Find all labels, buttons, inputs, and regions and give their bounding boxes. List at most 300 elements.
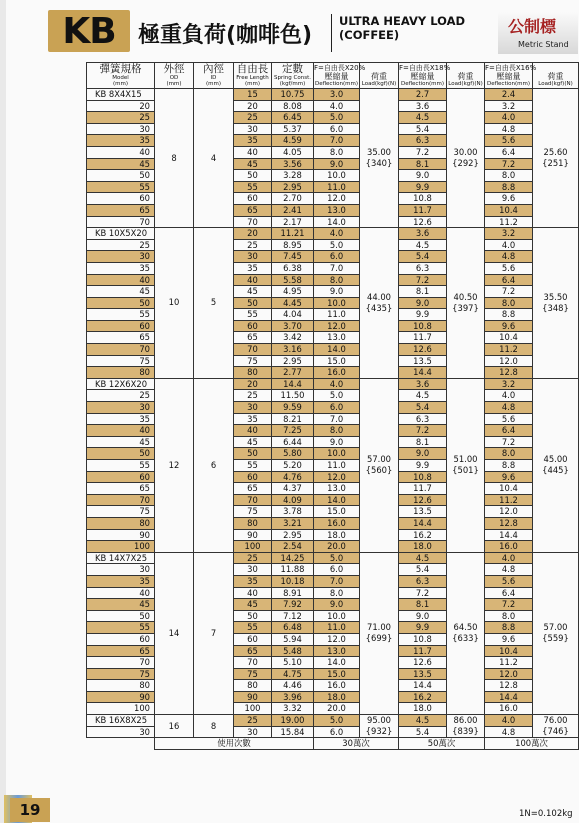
spring-const-cell: 6.38 [272,262,314,274]
spring-spec-table [86,62,579,750]
g3-deflection-cell: 12.8 [485,367,533,379]
table-row [87,378,579,390]
g1-deflection-cell: 8.0 [314,274,360,286]
g3-deflection-cell: 3.2 [485,378,533,390]
g3-load-cell [533,552,579,714]
model-cell: 60 [87,193,155,205]
g1-deflection-cell: 9.0 [314,599,360,611]
g2-deflection-cell: 11.7 [399,645,447,657]
model-cell: 60 [87,471,155,483]
free-length-cell: 90 [234,529,272,541]
model-cell: 55 [87,181,155,193]
od-cell: 16 [155,715,194,738]
g2-deflection-cell: 6.3 [399,135,447,147]
free-length-cell: 65 [234,645,272,657]
g1-deflection-cell: 9.0 [314,286,360,298]
g1-load-kgf: 35.00 [367,147,391,158]
g3-deflection-cell: 6.4 [485,146,533,158]
free-length-cell: 45 [234,286,272,298]
g1-load-n: {932} [365,726,393,737]
model-cell: 30 [87,564,155,576]
id-cell: 4 [194,89,234,228]
g2-deflection-cell: 12.6 [399,494,447,506]
g3-deflection-cell: 8.8 [485,181,533,193]
g2-deflection-cell: 16.2 [399,529,447,541]
g3-load-n: {348} [542,302,569,313]
g2-deflection-cell: 10.8 [399,633,447,645]
free-length-cell: 70 [234,657,272,669]
page-left-edge [0,0,6,823]
model-cell: 30 [87,123,155,135]
model-cell: 45 [87,158,155,170]
g1-deflection-cell: 13.0 [314,332,360,344]
metric-standard-en: Metric Stand [518,40,569,49]
spring-const-cell: 2.95 [272,181,314,193]
g1-deflection-cell: 7.0 [314,413,360,425]
unit-note: 1N=0.102kg [519,809,573,819]
model-cell: 55 [87,622,155,634]
usage-label: 使用次數 [155,738,314,750]
model-cell: 55 [87,309,155,321]
g1-deflection-cell: 6.0 [314,726,360,738]
col-id: 內徑 ID (mm) [194,63,234,89]
free-length-cell: 30 [234,564,272,576]
g1-load-n: {340} [365,158,393,169]
g2-deflection-cell: 9.0 [399,610,447,622]
g2-deflection-cell: 3.6 [399,378,447,390]
free-length-cell: 35 [234,135,272,147]
free-length-cell: 65 [234,332,272,344]
g1-load-cell [360,378,399,552]
g2-deflection-cell: 16.2 [399,691,447,703]
free-length-cell: 35 [234,575,272,587]
g1-deflection-cell: 16.0 [314,367,360,379]
model-cell: KB 14X7X25 [87,552,155,564]
model-cell: 70 [87,494,155,506]
id-cell: 6 [194,378,234,552]
g1-deflection-cell: 8.0 [314,425,360,437]
g1-deflection-cell: 16.0 [314,517,360,529]
g1-deflection-cell: 5.0 [314,390,360,402]
free-length-cell: 100 [234,703,272,715]
spring-const-cell: 5.58 [272,274,314,286]
col-g2-load: 荷重 Load(kgf)(N) [447,63,485,89]
free-length-cell: 70 [234,216,272,228]
g1-deflection-cell: 15.0 [314,506,360,518]
g2-deflection-cell: 9.9 [399,181,447,193]
free-length-cell: 50 [234,448,272,460]
free-length-cell: 40 [234,425,272,437]
g3-load-kgf: 57.00 [543,622,568,633]
free-length-cell: 30 [234,726,272,738]
g3-deflection-cell: 16.0 [485,541,533,553]
g2-load-n: {501} [452,465,479,476]
g1-load-kgf: 95.00 [367,715,391,726]
g3-deflection-cell: 11.2 [485,344,533,356]
g1-deflection-cell: 9.0 [314,436,360,448]
model-cell: 80 [87,367,155,379]
spring-const-cell: 8.21 [272,413,314,425]
col-spring-const: 定數 Spring Const. (kgf/mm) [272,63,314,89]
spring-const-cell: 4.09 [272,494,314,506]
g2-deflection-cell: 10.8 [399,193,447,205]
model-cell: 25 [87,112,155,124]
g3-deflection-cell: 4.0 [485,239,533,251]
g2-deflection-cell: 4.5 [399,239,447,251]
g3-deflection-cell: 9.6 [485,193,533,205]
g2-deflection-cell: 12.6 [399,216,447,228]
g1-deflection-cell: 18.0 [314,529,360,541]
g1-deflection-cell: 4.0 [314,100,360,112]
g3-deflection-cell: 7.2 [485,599,533,611]
free-length-cell: 30 [234,251,272,263]
g1-deflection-cell: 7.0 [314,135,360,147]
spring-const-cell: 5.48 [272,645,314,657]
g2-deflection-cell: 2.7 [399,89,447,101]
od-cell: 12 [155,378,194,552]
g2-load-kgf: 64.50 [453,622,478,633]
g2-deflection-cell: 4.5 [399,715,447,727]
g2-deflection-cell: 13.5 [399,506,447,518]
free-length-cell: 25 [234,112,272,124]
g2-deflection-cell: 18.0 [399,703,447,715]
spring-const-cell: 7.25 [272,425,314,437]
g1-deflection-cell: 8.0 [314,146,360,158]
g1-deflection-cell: 15.0 [314,668,360,680]
g3-deflection-cell: 12.8 [485,680,533,692]
g3-deflection-cell: 4.8 [485,564,533,576]
spring-const-cell: 11.50 [272,390,314,402]
free-length-cell: 60 [234,320,272,332]
free-length-cell: 80 [234,680,272,692]
free-length-cell: 80 [234,367,272,379]
free-length-cell: 100 [234,541,272,553]
g3-deflection-cell: 6.4 [485,425,533,437]
spring-const-cell: 2.95 [272,355,314,367]
free-length-cell: 35 [234,413,272,425]
g2-load-kgf: 30.00 [453,147,478,158]
g1-deflection-cell: 10.0 [314,170,360,182]
g3-deflection-cell: 5.6 [485,413,533,425]
free-length-cell: 60 [234,193,272,205]
g3-deflection-cell: 11.2 [485,494,533,506]
model-cell: 65 [87,204,155,216]
spring-const-cell: 10.75 [272,89,314,101]
col-od: 外徑 OD (mm) [155,63,194,89]
g2-deflection-cell: 4.5 [399,552,447,564]
free-length-cell: 50 [234,297,272,309]
spring-const-cell: 8.91 [272,587,314,599]
g2-deflection-cell: 8.1 [399,286,447,298]
g2-deflection-cell: 14.4 [399,680,447,692]
g2-deflection-cell: 5.4 [399,402,447,414]
g2-load-kgf: 51.00 [453,454,478,465]
spring-const-cell: 3.56 [272,158,314,170]
g1-deflection-cell: 11.0 [314,309,360,321]
g3-deflection-cell: 7.2 [485,286,533,298]
free-length-cell: 65 [234,483,272,495]
g1-deflection-cell: 12.0 [314,471,360,483]
spring-const-cell: 5.10 [272,657,314,669]
g3-deflection-cell: 4.0 [485,715,533,727]
g1-deflection-cell: 11.0 [314,181,360,193]
g1-deflection-cell: 14.0 [314,344,360,356]
g2-deflection-cell: 12.6 [399,344,447,356]
model-cell: 45 [87,436,155,448]
g1-deflection-cell: 14.0 [314,216,360,228]
g3-deflection-cell: 10.4 [485,204,533,216]
g3-deflection-cell: 9.6 [485,633,533,645]
free-length-cell: 40 [234,587,272,599]
g3-deflection-cell: 11.2 [485,216,533,228]
g3-deflection-cell: 14.4 [485,529,533,541]
g3-deflection-cell: 12.0 [485,355,533,367]
g1-deflection-cell: 3.0 [314,89,360,101]
g3-load-n: {251} [542,158,569,169]
col-g1-deflection: F=自由長X20% 壓縮量 Deflection(mm) [314,64,366,87]
g1-deflection-cell: 10.0 [314,448,360,460]
page-header [0,0,578,60]
g2-deflection-cell: 5.4 [399,123,447,135]
free-length-cell: 55 [234,181,272,193]
g3-load-kgf: 25.60 [543,147,568,158]
title-english-line2: (COFFEE) [339,28,400,42]
g2-load-cell [447,552,485,714]
model-cell: 70 [87,216,155,228]
g3-deflection-cell: 8.0 [485,448,533,460]
spring-const-cell: 6.45 [272,112,314,124]
g2-deflection-cell: 5.4 [399,564,447,576]
g1-load-n: {435} [365,302,393,313]
g3-load-cell [533,715,579,738]
spring-const-cell: 3.70 [272,320,314,332]
free-length-cell: 90 [234,691,272,703]
g1-deflection-cell: 12.0 [314,633,360,645]
g1-load-n: {560} [365,465,393,476]
spec-table-body [87,89,579,738]
g3-deflection-cell: 4.8 [485,123,533,135]
spring-const-cell: 10.18 [272,575,314,587]
spring-const-cell: 7.12 [272,610,314,622]
free-length-cell: 55 [234,309,272,321]
col-g3-load: 荷重 Load(kgf)(N) [533,63,579,89]
g3-deflection-cell: 4.8 [485,251,533,263]
g3-deflection-cell: 12.0 [485,506,533,518]
model-cell: 50 [87,610,155,622]
g2-deflection-cell: 7.2 [399,274,447,286]
g2-deflection-cell: 13.5 [399,355,447,367]
spring-const-cell: 3.32 [272,703,314,715]
model-cell: 60 [87,633,155,645]
free-length-cell: 55 [234,460,272,472]
g3-deflection-cell: 8.8 [485,460,533,472]
model-cell: 65 [87,483,155,495]
g1-load-kgf: 71.00 [367,622,391,633]
usage-footer-row [87,738,579,750]
g3-load-cell [533,378,579,552]
g2-deflection-cell: 10.8 [399,471,447,483]
model-cell: KB 8X4X15 [87,89,155,101]
g1-load-n: {699} [365,633,393,644]
g3-deflection-cell: 5.6 [485,575,533,587]
model-cell: 40 [87,425,155,437]
g2-deflection-cell: 9.0 [399,170,447,182]
g2-deflection-cell: 10.8 [399,320,447,332]
g1-deflection-cell: 12.0 [314,320,360,332]
g2-load-n: {839} [452,726,479,737]
g3-deflection-cell: 4.0 [485,390,533,402]
model-cell: 90 [87,529,155,541]
model-cell: 70 [87,657,155,669]
g3-deflection-cell: 2.4 [485,89,533,101]
g3-deflection-cell: 4.0 [485,112,533,124]
spring-const-cell: 11.88 [272,564,314,576]
col-g3-deflection: F=自由長X16% 壓縮量 Deflection(mm) [485,64,537,87]
g2-load-kgf: 40.50 [453,291,478,302]
g1-load-cell [360,715,399,738]
g1-deflection-cell: 4.0 [314,378,360,390]
g1-deflection-cell: 7.0 [314,262,360,274]
spring-const-cell: 3.96 [272,691,314,703]
table-row [87,228,579,240]
g2-deflection-cell: 7.2 [399,587,447,599]
g2-deflection-cell: 5.4 [399,251,447,263]
col-free-length: 自由長 Free Length (mm) [234,63,272,89]
od-cell: 10 [155,228,194,379]
g3-deflection-cell: 8.8 [485,309,533,321]
model-cell: KB 16X8X25 [87,715,155,727]
g3-load-kgf: 45.00 [543,454,568,465]
model-cell: 35 [87,413,155,425]
model-cell: 35 [87,575,155,587]
title-chinese: 極重負荷(咖啡色) [138,23,313,48]
g3-load-n: {559} [542,633,569,644]
spring-const-cell: 4.59 [272,135,314,147]
g2-load-cell [447,378,485,552]
g1-deflection-cell: 5.0 [314,715,360,727]
free-length-cell: 80 [234,517,272,529]
g3-deflection-cell: 6.4 [485,587,533,599]
g2-deflection-cell: 4.5 [399,390,447,402]
free-length-cell: 70 [234,344,272,356]
od-cell: 8 [155,89,194,228]
spring-const-cell: 4.76 [272,471,314,483]
g2-deflection-cell: 8.1 [399,436,447,448]
g1-deflection-cell: 15.0 [314,355,360,367]
g2-deflection-cell: 9.9 [399,460,447,472]
g1-deflection-cell: 6.0 [314,564,360,576]
g1-deflection-cell: 10.0 [314,297,360,309]
free-length-cell: 50 [234,610,272,622]
spring-const-cell: 4.05 [272,146,314,158]
spring-const-cell: 4.45 [272,297,314,309]
spring-const-cell: 4.95 [272,286,314,298]
g3-deflection-cell: 4.0 [485,552,533,564]
g2-load-n: {633} [452,633,479,644]
model-cell: 50 [87,297,155,309]
model-cell: 25 [87,390,155,402]
g3-deflection-cell: 7.2 [485,436,533,448]
g1-deflection-cell: 5.0 [314,112,360,124]
g3-deflection-cell: 9.6 [485,320,533,332]
free-length-cell: 20 [234,378,272,390]
g1-deflection-cell: 18.0 [314,691,360,703]
g3-deflection-cell: 14.4 [485,691,533,703]
g2-deflection-cell: 11.7 [399,483,447,495]
free-length-cell: 35 [234,262,272,274]
g3-deflection-cell: 3.2 [485,100,533,112]
spring-const-cell: 15.84 [272,726,314,738]
model-cell: 90 [87,691,155,703]
g1-deflection-cell: 12.0 [314,193,360,205]
free-length-cell: 75 [234,668,272,680]
col-model: 彈簧規格 Model (mm) [87,63,155,89]
g1-deflection-cell: 20.0 [314,703,360,715]
g2-deflection-cell: 11.7 [399,332,447,344]
model-cell: 55 [87,460,155,472]
model-cell: 20 [87,100,155,112]
g1-deflection-cell: 14.0 [314,657,360,669]
model-cell: 75 [87,506,155,518]
od-cell: 14 [155,552,194,714]
free-length-cell: 65 [234,204,272,216]
metric-standard-zh: 公制標 [508,17,557,36]
g1-deflection-cell: 7.0 [314,575,360,587]
free-length-cell: 55 [234,622,272,634]
g3-deflection-cell: 10.4 [485,645,533,657]
model-cell: 40 [87,587,155,599]
g3-deflection-cell: 6.4 [485,274,533,286]
g2-load-n: {397} [452,302,479,313]
footer-blank-1 [87,738,155,750]
g3-deflection-cell: 3.2 [485,228,533,240]
g3-load-cell [533,228,579,379]
spring-const-cell: 4.46 [272,680,314,692]
model-cell: 60 [87,320,155,332]
spring-const-cell: 2.77 [272,367,314,379]
model-cell: 50 [87,448,155,460]
g3-deflection-cell: 4.8 [485,726,533,738]
model-cell: 80 [87,517,155,529]
model-cell: 65 [87,645,155,657]
g3-deflection-cell: 10.4 [485,332,533,344]
g1-deflection-cell: 13.0 [314,204,360,216]
g2-deflection-cell: 9.9 [399,622,447,634]
free-length-cell: 40 [234,274,272,286]
g3-load-n: {445} [542,465,569,476]
g1-deflection-cell: 9.0 [314,158,360,170]
spring-const-cell: 6.44 [272,436,314,448]
usage-g1: 30萬次 [314,738,399,750]
g2-deflection-cell: 9.0 [399,448,447,460]
model-cell: 40 [87,146,155,158]
spring-const-cell: 8.08 [272,100,314,112]
model-cell: 30 [87,726,155,738]
model-cell: 30 [87,251,155,263]
spring-const-cell: 5.80 [272,448,314,460]
col-g2-deflection: F=自由長X18% 壓縮量 Deflection(mm) [399,64,451,87]
free-length-cell: 60 [234,633,272,645]
g1-load-cell [360,228,399,379]
model-cell: 75 [87,668,155,680]
g2-deflection-cell: 14.4 [399,367,447,379]
g1-deflection-cell: 13.0 [314,645,360,657]
g3-deflection-cell: 11.2 [485,657,533,669]
title-english [339,14,465,42]
g3-deflection-cell: 4.8 [485,402,533,414]
g2-deflection-cell: 12.6 [399,657,447,669]
spring-const-cell: 11.21 [272,228,314,240]
